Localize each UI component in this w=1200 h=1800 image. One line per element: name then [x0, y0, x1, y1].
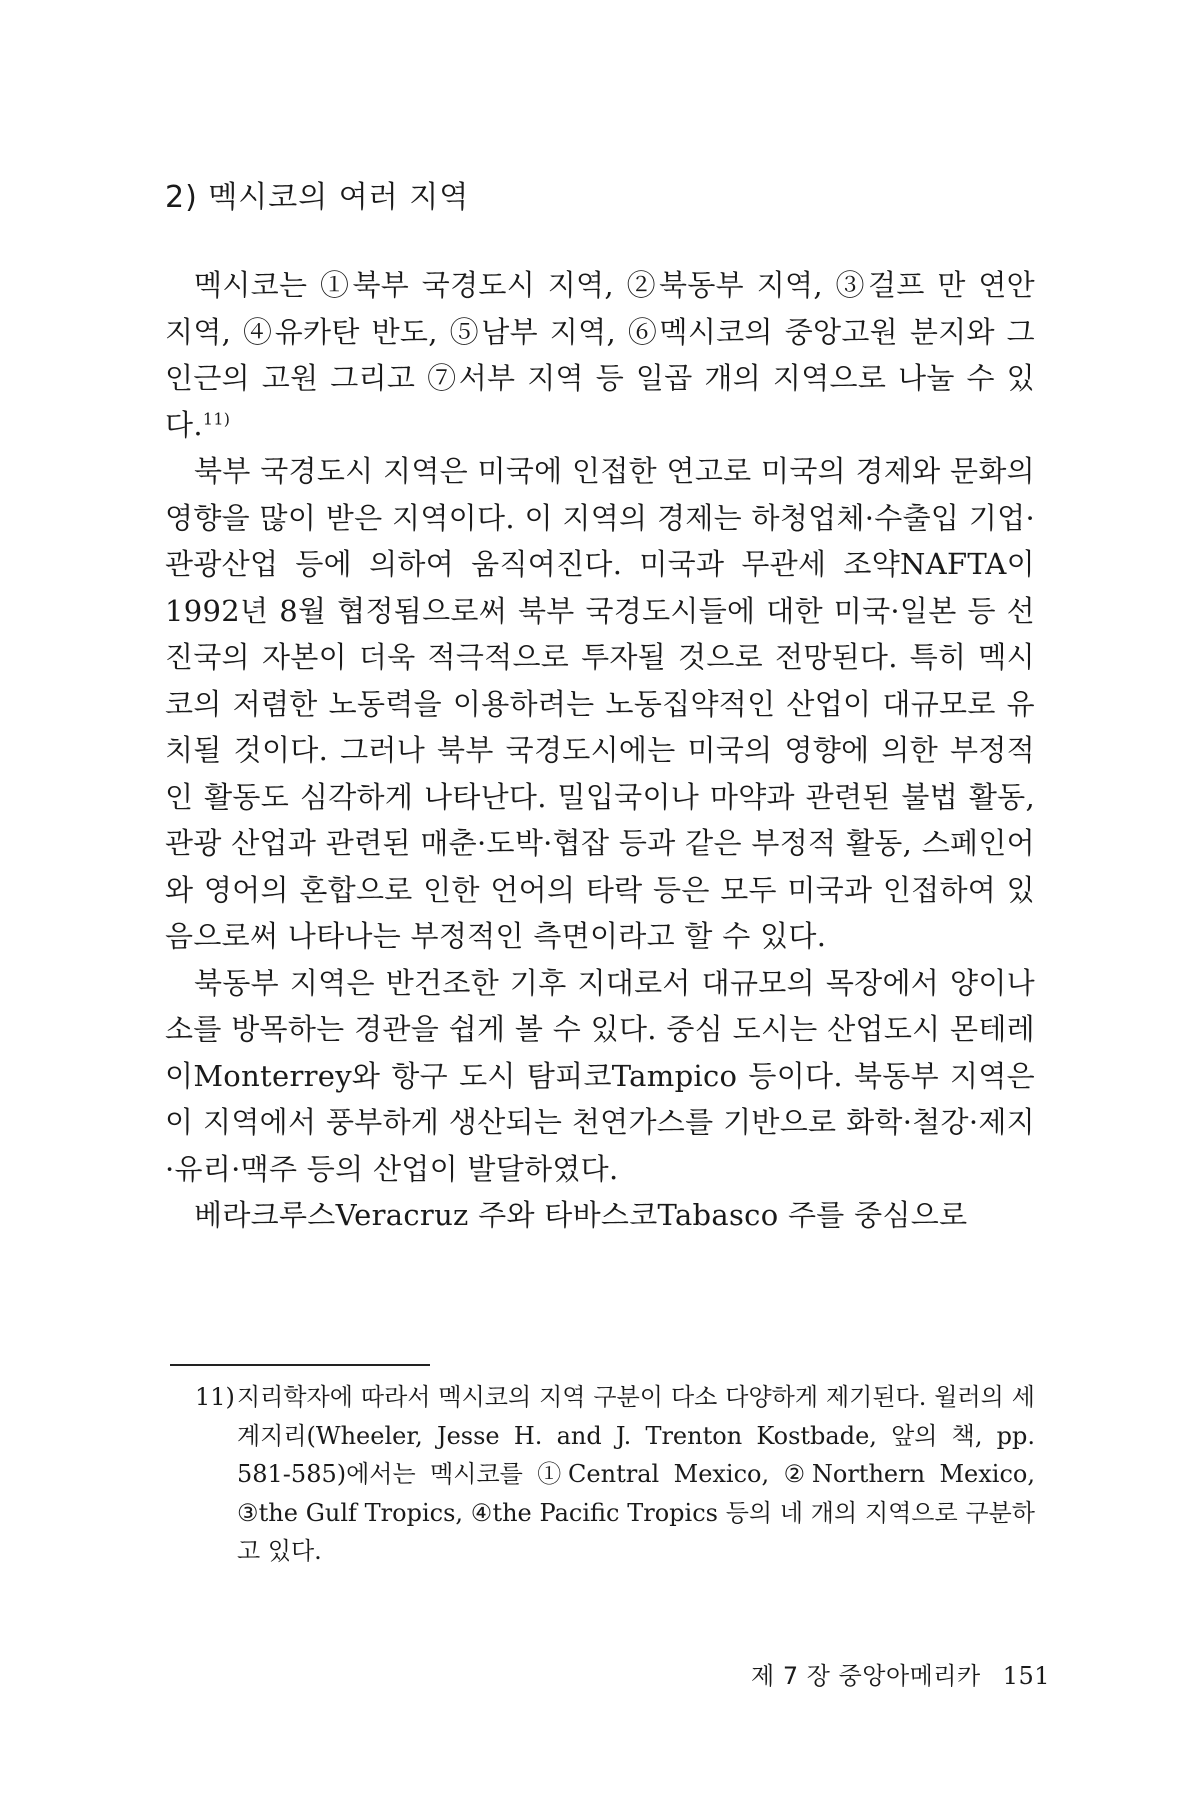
body-text	[165, 262, 1035, 1239]
footnote-number: 11)	[195, 1383, 235, 1411]
footnote-reference: 11)	[202, 408, 231, 428]
page-number: 151	[1002, 1662, 1050, 1690]
footnote-divider	[170, 1364, 430, 1366]
paragraph-northern-border: 북부 국경도시 지역은 미국에 인접한 연고로 미국의 경제와 문화의 영향을 많이 받은 지역이다. 이 지역의 경제는 하청업체·수출입 기업·관광산업 등에 의하여 움직여진다. 미국과 무관세 조약NAFTA이 1992년 8월 협정됨으로써 북부 국경도시들에 대한 미국·일본 등 선진국의 자본이 더욱 적극적으로 투자될 것으로 전망된다. 특히 멕시코의 저렴한 노동력을 이용하려는 노동집약적인 산업이 대규모로 유치될 것이다. 그러나 북부 국경도시에는 미국의 영향에 의한 부정적인 활동도 심각하게 나타난다. 밀입국이나 마약과 관련된 불법 활동, 관광 산업과 관련된 매춘·도박·협잡 등과 같은 부정적 활동, 스페인어와 영어의 혼합으로 인한 언어의 타락 등은 모두 미국과 인접하여 있음으로써 나타나는 부정적인 측면이라고 할 수 있다.	[165, 454, 1035, 953]
paragraph-regions	[165, 262, 1035, 448]
section-heading: 2) 멕시코의 여러 지역	[165, 180, 470, 215]
footnote	[195, 1378, 1035, 1571]
paragraph-northeast: 북동부 지역은 반건조한 기후 지대로서 대규모의 목장에서 양이나 소를 방목하는 경관을 쉽게 볼 수 있다. 중심 도시는 산업도시 몬테레이Monterrey와 항구 도시 탐피코Tampico 등이다. 북동부 지역은 이 지역에서 풍부하게 생산되는 천연가스를 기반으로 화학·철강·제지·유리·맥주 등의 산업이 발달하였다.	[165, 965, 1035, 1186]
paragraph-regions-text: 멕시코는 ①북부 국경도시 지역, ②북동부 지역, ③걸프 만 연안 지역, ④유카탄 반도, ⑤남부 지역, ⑥멕시코의 중앙고원 분지와 그 인근의 고원 그리고 ⑦서부 지역 등 일곱 개의 지역으로 나눌 수 있다.	[165, 268, 1035, 442]
footnote-text: 지리학자에 따라서 멕시코의 지역 구분이 다소 다양하게 제기된다. 윌러의 세계지리(Wheeler, Jesse H. and J. Trenton Kostbade, 앞의 책, pp. 581-585)에서는 멕시코를 ①Central Mexico, ②Northern Mexico, ③the Gulf Tropics, ④the Pacific Tropics 등의 네 개의 지역으로 구분하고 있다.	[237, 1383, 1035, 1565]
page-footer	[751, 1656, 1050, 1691]
paragraph-veracruz: 베라크루스Veracruz 주와 타바스코Tabasco 주를 중심으로	[194, 1198, 968, 1232]
chapter-title: 제 7 장 중앙아메리카	[751, 1662, 981, 1690]
